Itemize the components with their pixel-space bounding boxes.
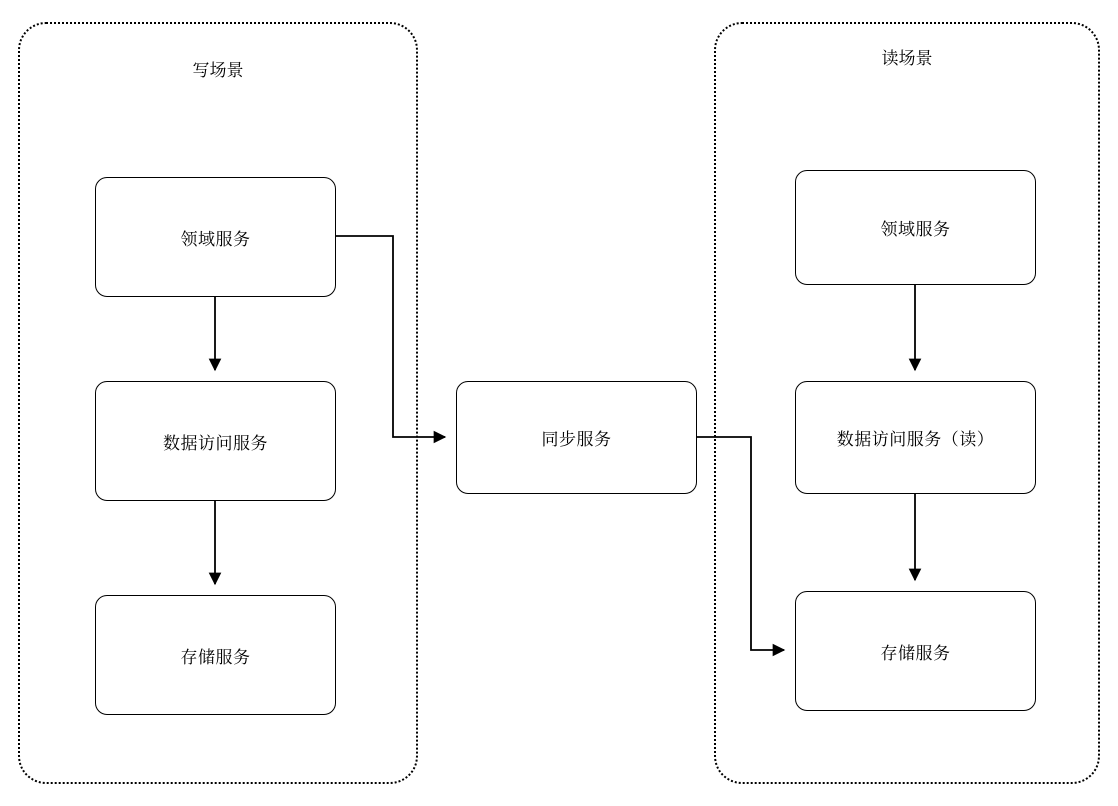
node-write-storage-service[interactable]	[95, 595, 336, 715]
node-label: 数据访问服务（读）	[836, 430, 995, 449]
node-label: 存储服务	[880, 643, 951, 663]
node-label: 数据访问服务	[163, 433, 268, 453]
node-read-storage-service[interactable]	[795, 591, 1036, 711]
node-read-domain-service[interactable]	[795, 170, 1036, 285]
node-sync-service[interactable]	[456, 381, 697, 494]
group-read-scenario-label: 读场景	[881, 49, 933, 68]
node-write-data-access-service[interactable]	[95, 381, 336, 501]
node-label: 领域服务	[880, 220, 951, 239]
node-label: 存储服务	[180, 647, 251, 667]
group-write-scenario-label: 写场景	[192, 61, 244, 80]
node-label: 同步服务	[541, 430, 612, 449]
node-read-data-access-service[interactable]	[795, 381, 1036, 494]
node-write-domain-service[interactable]	[95, 177, 336, 297]
node-label: 领域服务	[180, 229, 251, 249]
